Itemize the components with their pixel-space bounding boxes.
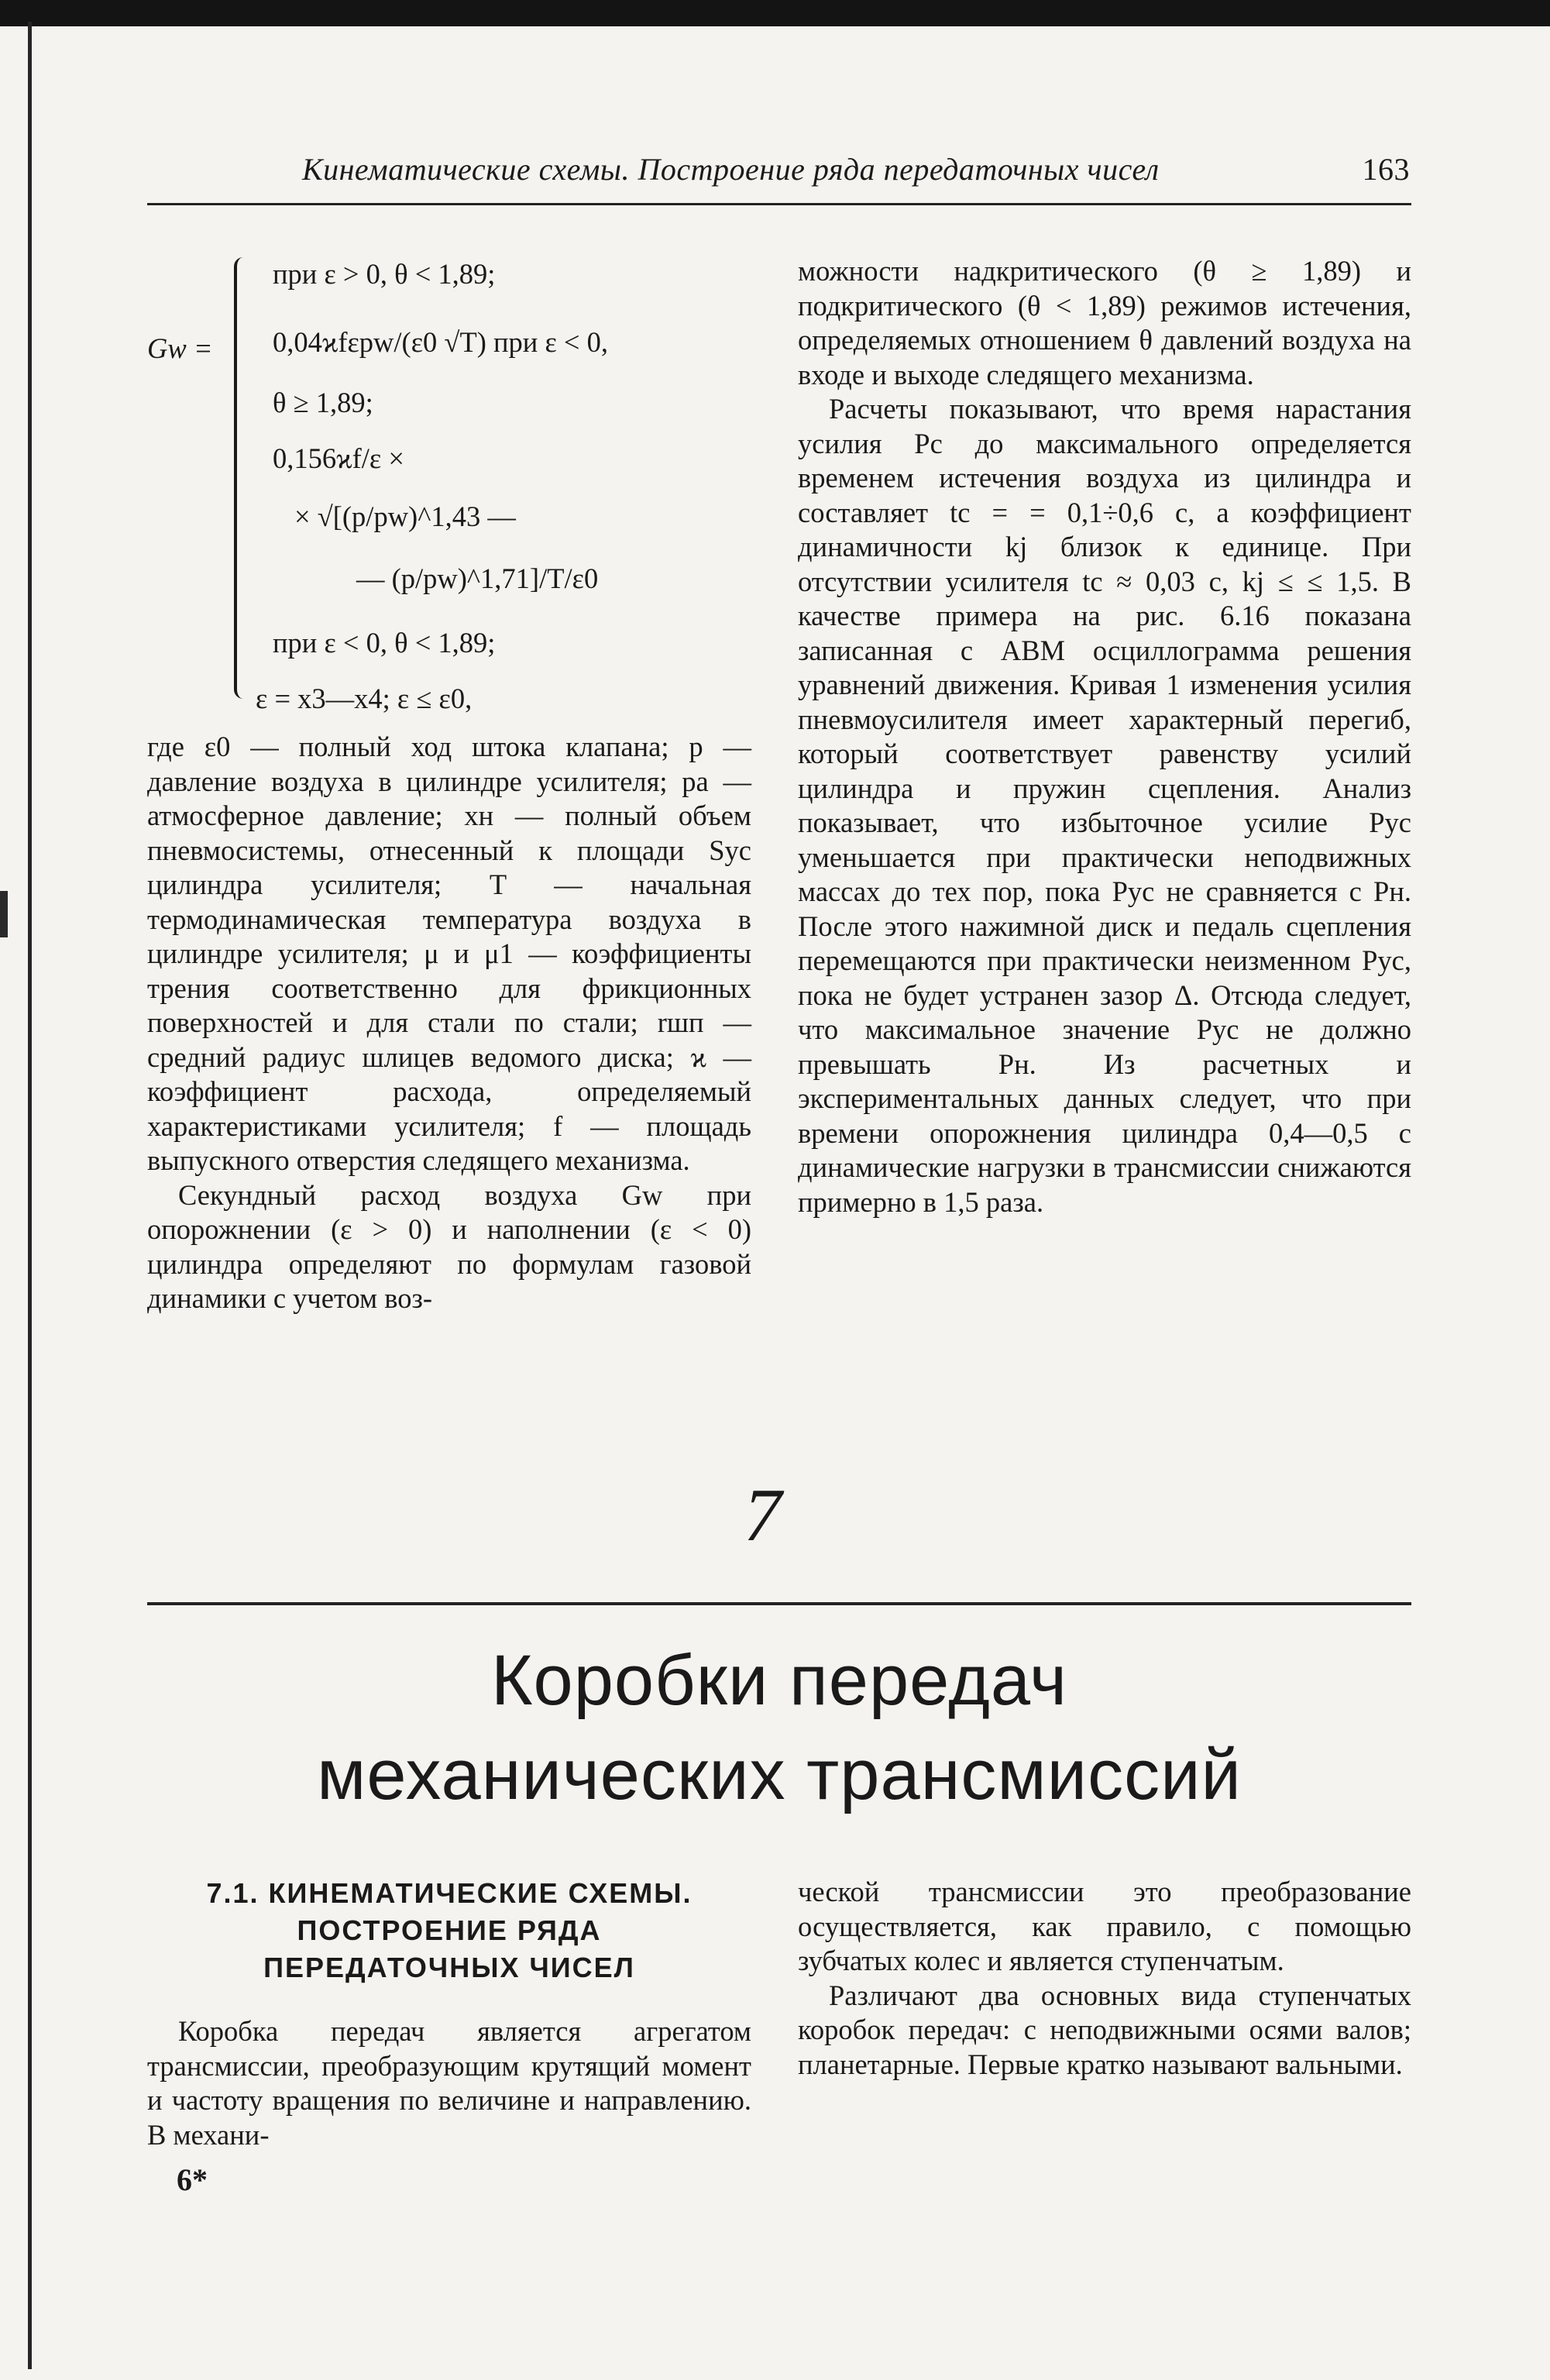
- formula-gw: [147, 248, 767, 728]
- page-number: 163: [1362, 152, 1410, 187]
- right-column: [798, 254, 1411, 1219]
- paragraph: Различают два основных вида ступенчатых коробок передач: с неподвижными осями валов; планетарные. Первые кратко называют вальными.: [798, 1979, 1411, 2080]
- scan-left-border: [28, 22, 32, 2369]
- scan-top-border: [0, 0, 1550, 26]
- running-header: [147, 151, 1410, 190]
- chapter-title-line: механических трансмиссий: [317, 1735, 1242, 1814]
- section-heading-line: ПОСТРОЕНИЕ РЯДА: [297, 1914, 602, 1946]
- header-rule: [147, 203, 1411, 205]
- chapter-number: 7: [744, 1474, 782, 1557]
- scan-edge-mark: [0, 891, 8, 937]
- paragraph: ческой трансмиссии это преобразование осуществляется, как правило, с помощью зубчатых колес и является ступенчатым.: [798, 1876, 1411, 1976]
- formula-lhs: Gw =: [147, 332, 213, 364]
- paragraph: Секундный расход воздуха Gw при опорожнении (ε > 0) и наполнении (ε < 0) цилиндра определяют по формулам газовой динамики с учетом воз-: [147, 1178, 751, 1314]
- paragraph: Коробка передач является агрегатом трансмиссии, преобразующим крутящий момент и частоту вращения по величине и направлению. В механи-: [147, 2015, 751, 2151]
- formula-line: 0,156ϰf/ε ×: [273, 442, 404, 474]
- chapter-rule: [147, 1602, 1411, 1605]
- formula-line: θ ≥ 1,89;: [273, 387, 373, 418]
- formula-line: при ε > 0, θ < 1,89;: [273, 258, 496, 290]
- paragraph: можности надкритического (θ ≥ 1,89) и подкритического (θ < 1,89) режимов истечения, определяемых отношением θ давлений воздуха на входе и выходе следящего механизма.: [798, 255, 1411, 390]
- section-heading-line: ПЕРЕДАТОЧНЫХ ЧИСЕЛ: [263, 1952, 635, 1983]
- chapter-title: [147, 1633, 1411, 1822]
- formula-line: 0,04ϰfεpw/(ε0 √T) при ε < 0,: [273, 326, 608, 358]
- formula-brace: [234, 257, 243, 699]
- section-heading: [147, 1875, 751, 1986]
- paragraph: где ε0 — полный ход штока клапана; p — давление воздуха в цилиндре усилителя; pa — атмосферное давление; xн — полный объем пневмосистемы, отнесенный к площади Sус цилиндра усилителя; T — начальная термодинамическая температура воздуха в цилиндре усилителя; μ и μ1 — коэффициенты трения соответственно для фрикционных поверхностей и для стали по стали; rшп — средний радиус шлицев ведомого диска; ϰ — коэффициент расхода, определяемый характеристиками усилителя; f — площадь выпускного отверстия следящего механизма.: [147, 731, 751, 1176]
- left-column: [147, 730, 751, 1316]
- chapter-title-line: Коробки передач: [490, 1641, 1068, 1720]
- running-header-title: Кинематические схемы. Построение ряда передаточных чисел: [302, 152, 1160, 187]
- formula-line: при ε < 0, θ < 1,89;: [273, 627, 496, 659]
- signature-mark: 6*: [177, 2162, 208, 2197]
- section-left-column: [147, 2014, 751, 2152]
- section-right-column: [798, 1875, 1411, 2082]
- formula-line: × √[(p/pw)^1,43 —: [294, 500, 516, 532]
- paragraph: Расчеты показывают, что время нарастания усилия Pс до максимального определяется временем истечения воздуха из цилиндра и составляет tс = = 0,1÷0,6 с, а коэффициент динамичности kj близок к единице. При отсутствии усилителя tс ≈ 0,03 с, kj ≤ ≤ 1,5. В качестве примера на рис. 6.16 показана записанная с АВМ осциллограмма решения уравнений движения. Кривая 1 изменения усилия пневмоусилителя имеет характерный перегиб, который соответствует равенству усилий цилиндра и пружин сцепления. Анализ показывает, что избыточное усилие Pус уменьшается при практически неподвижных массах до тех пор, пока Pус не сравняется с Pн. После этого нажимной диск и педаль сцепления перемещаются при практически неизменном Pус, пока не будет устранен зазор Δ. Отсюда следует, что максимальное значение Pус не должно превышать Pн. Из расчетных и экспериментальных данных следует, что при времени опорожнения цилиндра 0,4—0,5 с динамические нагрузки в трансмиссии снижаются примерно в 1,5 раза.: [798, 393, 1411, 1218]
- formula-condition: ε = x3—x4; ε ≤ ε0,: [256, 683, 473, 714]
- formula-line: — (p/pw)^1,71]/T/ε0: [356, 562, 599, 594]
- section-heading-line: 7.1. КИНЕМАТИЧЕСКИЕ СХЕМЫ.: [206, 1877, 693, 1909]
